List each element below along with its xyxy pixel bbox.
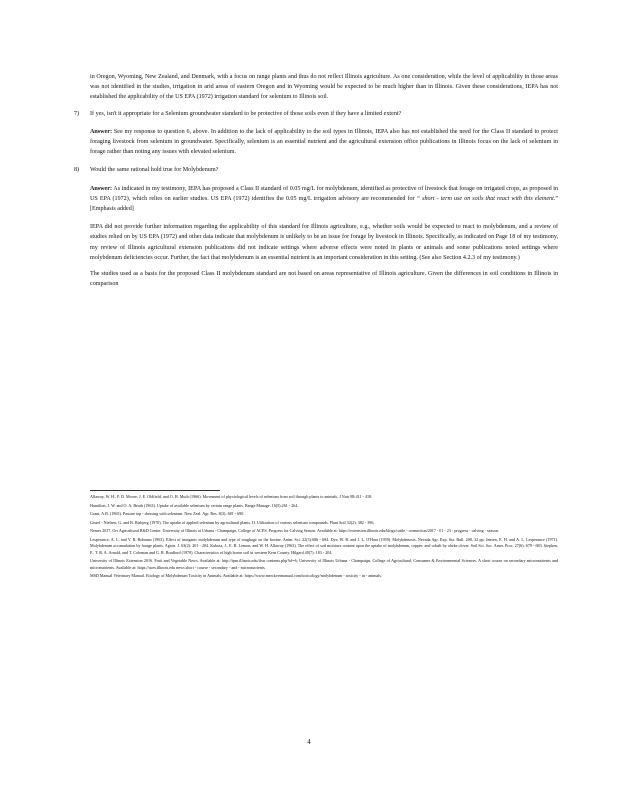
answer-8 — [90, 184, 558, 215]
answer-label: Answer: — [90, 128, 113, 135]
footnote: Nemer 2017. Orr Agricultural R&D Center. University of Illinois at Urbana - Champaign, College of ACES. Progress for Calving Season. Available at: https://extension.illinois.edu/blogs/cattle - connection/2017 - 01 - 23 - progress - calving - season. — [90, 528, 499, 533]
footnote: Allaway, W. H., P. D. Moore, J. E. Oldfield, and O. H. Muth (1966). Movement of physiological levels of selenium from soil through plants to animals. J Nutr 88:411 - 418. — [90, 494, 373, 499]
footnote: Grant, A.B. (1965). Pasture top - dressing with selenium. New Zeal. Agr. Res. 8(3): 681 - 690. — [90, 511, 245, 516]
page-number: 4 — [307, 738, 311, 746]
question-7 — [74, 109, 558, 119]
question-number: 7) — [74, 110, 80, 117]
question-text: Would the same rational hold true for Molybdenum? — [90, 167, 219, 174]
answer-text: See my response to question 6, above. In addition to the lack of applicability to the soil types in Illinois, IEPA also has not established the need for the Class II standard to protect foraging livestock from selenium in groundwater. Specifically, selenium is an essential nutrient and the agricultural extension office publications in Illinois focus on the lack of selenium in forage rather than noting any issues with elevated selenium. — [90, 128, 558, 156]
question-number: 8) — [74, 167, 80, 174]
answer-text-end: .” [Emphasis added] — [90, 195, 559, 213]
paragraph: IEPA did not provide further information regarding the applicability of this standard for Illinois agriculture, e.g., whether soils would be expected to react to molybdenum, and a review of studies relied on by US EPA (1972) and other data indicate that molybdenum is unlikely to be an issue for forage by livestock in Illinois. Specifically, as indicated on Page 18 of my testimony, my review of Illinois agricultural extension publications did not indicate settings where adverse effects were noted in plants or animals and some publications noted settings where molybdenum deficiencies occur. Further, the fact that molybdenum is an essential nutrient is an important consideration in this setting. (See also Section 4.2.3 of my testimony.) — [90, 224, 558, 261]
footnote: Gissel - Nielsen, G. and B. Bisbjerg (1970). The uptake of applied selenium by agricultural plants. II. Utilization of various selenium compounds. Plant Soil 32(2): 382 - 396. — [90, 519, 375, 525]
footnote: Lesperance, A. L. and V. R. Bohman (1963). Effect of inorganic molybdenum and type of roughage on the bovine. Anim. Sci. 22(3):686 - 694. Dye, W. B. and J. L. O'Hara (1959). Molybdenosis. Nevada Agr. Exp. Sta. Bull. 208, 32 pp. Jensen, E. H. and A. L. Lesperance (1971). Molybdenum accumulation by forage plants. Agron. J. 63(2): 201 - 204. Kubota, J., E. R. Lemon, and W. H. Allaway (1963). The effect of soil moisture content upon the uptake of molybdenum, copper, and cobalt by alsike clover. Soil Sci. Soc. Amer. Proc. 27(6): 679 - 683. Stephen, F., T. R. A. Arnold, and T. Coleman and G. R. Bradford (1970). Characteristics of high boron soil in western Kern County. Hilgard 40(7): 183 - 204. — [90, 536, 558, 555]
answer-text: As indicated in my testimony, IEPA has proposed a Class II standard of 0.05 mg/L for molybdenum, identified as protective of livestock that forage on irrigated crops, as proposed in US EPA (1972), which relies on earlier studies. US EPA (1972) identifies the 0.05 mg/L irrigation advisory are recommended for — [90, 185, 559, 202]
answer-7 — [90, 127, 558, 158]
quoted-text: “ short - term use on soils that react with this element — [416, 195, 554, 202]
footnote: University of Illinois Extension 2016. Fruit and Vegetable News. Available at: http://ipm.illinois.edu/ifvn contents.php?id=6; University of Illinois Urbana - Champaign, College of Agricultural, Consumer & Environmental Sciences. A short course on secondary micronutrients and micronutrients. Available at: https://aces.illinois.edu news.short - course - secondary - and - micronutrients. — [90, 558, 558, 570]
body-text — [74, 72, 559, 295]
footnote: MSD Manual Veterinary Manual. Etiology of Molybdenum Toxicity in Animals. Available at: https://www.merckvetmanual.com/toxicology/molybdenum - toxicity - in - animals. — [90, 573, 382, 578]
question-text: If yes, isn't it appropriate for a Selenium groundwater standard to be protective of those soils even if they have a limited extent? — [90, 110, 402, 117]
answer-label: Answer: — [90, 185, 113, 192]
question-8 — [74, 165, 558, 175]
paragraph: The studies used as a basis for the proposed Class II molybdenum standard are not based on areas representative of Illinois agriculture. Given the differences in soil conditions in Illinois in comparison — [90, 271, 558, 288]
footnotes — [90, 494, 558, 582]
paragraph: in Oregon, Wyoming, New Zealand, and Denmark, with a focus on range plants and thus do not reflect Illinois agriculture. As one consideration, while the level of applicability in those areas was not identified in the studies, irrigation in arid areas of eastern Oregon and in Wyoming would be expected to be much higher than in Illinois. Given these considerations, IEPA has not established the applicability of the US EPA (1972) irrigation standard for selenium to Illinois soil. — [90, 74, 558, 101]
footnote: Hamilton, J. W. and O. A. Beath (1963). Uptake of available selenium by certain range plants. Range Manage. 16(5):261 - 264. — [90, 502, 299, 508]
footnote-divider — [90, 490, 220, 491]
